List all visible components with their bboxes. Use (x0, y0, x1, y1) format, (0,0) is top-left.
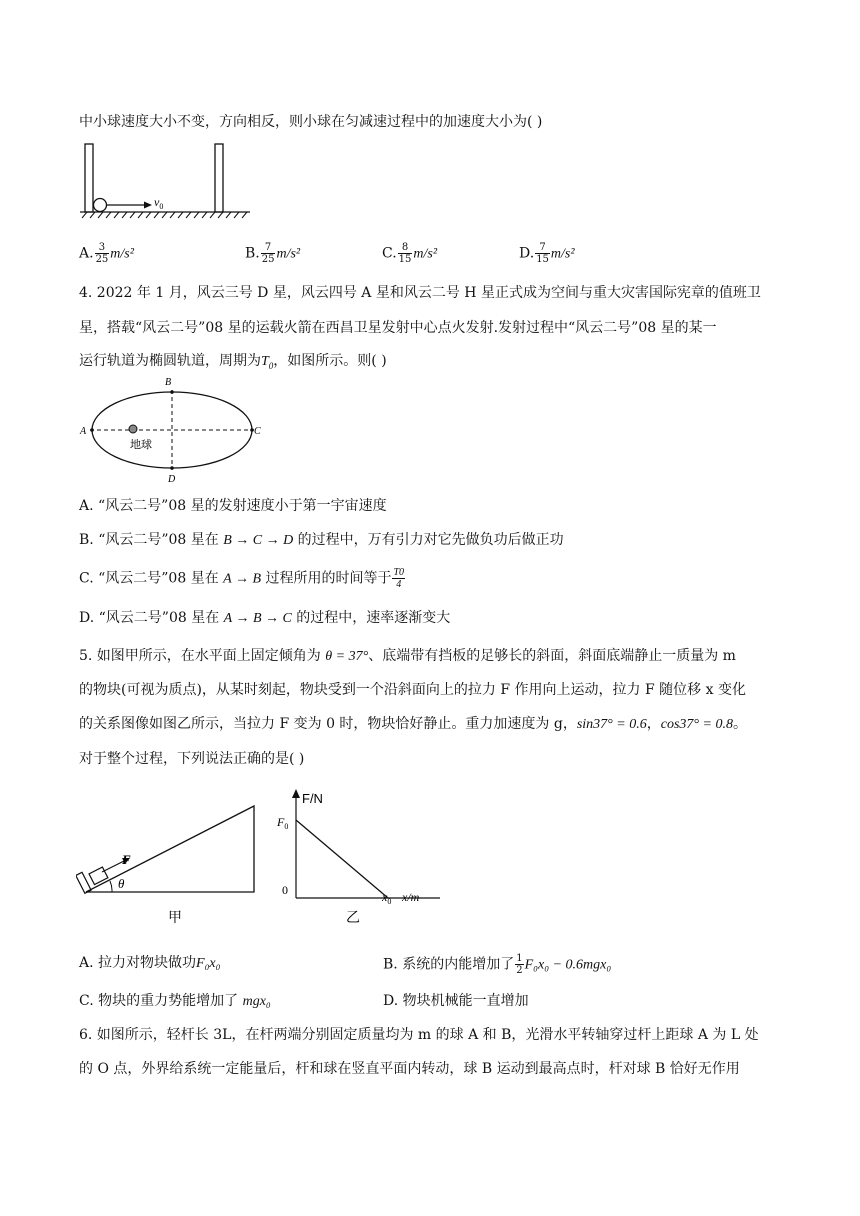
q4-option-c: C. “风云二号”08 星在 A → B 过程所用的时间等于 $\frac{T0}{4}$ (79, 567, 405, 590)
q3-option-a: A. $\frac{3}{25}$ m/s² (79, 242, 134, 265)
q5-stem-line-2: 的物块(可视为质点)，从某时刻起，物块受到一个沿斜面向上的拉力 F 作用向上运动，拉力 F 随位移 x 变化 (79, 682, 746, 698)
force-line (296, 820, 388, 898)
q5-stem-line-4: 对于整个过程，下列说法正确的是( ) (79, 751, 305, 767)
q3-option-d: D. $\frac{7}{15}$ m/s² (519, 242, 575, 265)
label-d: D (168, 474, 176, 484)
y-axis-arrow (292, 789, 300, 798)
q3-option-b: B. $\frac{7}{25}$ m/s² (245, 242, 301, 265)
x-axis-label: x/m (402, 890, 420, 904)
origin-label: 0 (282, 883, 288, 897)
point-b (170, 390, 174, 394)
q4-option-a: A. “风云二号”08 星的发射速度小于第一宇宙速度 (79, 498, 387, 514)
q5-option-c: C. 物块的重力势能增加了 mgx₀ (79, 993, 271, 1009)
velocity-arrowhead (144, 202, 152, 209)
left-wall (85, 144, 93, 212)
q5-option-b: B. 系统的内能增加了 $\frac{1}{2}$ F₀x₀ − 0.6mgx₀ (383, 953, 612, 976)
x0-label: $x_0$ (382, 890, 392, 906)
q4-stem-line-2: 星，搭载“风云二号”08 星的运载火箭在西昌卫星发射中心点火发射.发射过程中“风云二号”08 星的某一 (79, 320, 717, 336)
label-a: A (80, 426, 87, 437)
right-wall (215, 144, 223, 212)
label-earth: 地球 (130, 439, 152, 451)
q6-stem-line-2: 的 O 点，外界给系统一定能量后，杆和球在竖直平面内转动，球 B 运动到最高点时，杆对球 B 恰好无作用 (79, 1061, 740, 1077)
point-a (90, 428, 94, 432)
q5-figure-jia (76, 798, 266, 928)
y-axis-label: F/N (302, 791, 323, 806)
label-c: C (254, 426, 261, 437)
caption-yi: 乙 (346, 911, 360, 926)
q5-stem-line-1: 5. 如图甲所示，在水平面上固定倾角为 θ = 37°、底端带有挡板的足够长的斜面，斜面底端静止一质量为 m (79, 648, 736, 664)
q5-figure-yi (272, 786, 452, 928)
q4-option-d: D. “风云二号”08 星在 A → B → C 的过程中，速率逐渐变大 (79, 610, 451, 626)
label-b: B (165, 377, 172, 388)
ball (94, 199, 107, 212)
q4-stem-line-3: 运行轨道为椭圆轨道，周期为$T_0$，如图所示。则( ) (79, 353, 387, 371)
ground-hatch (82, 212, 247, 218)
force-label: F (122, 852, 131, 867)
q3-option-c: C. $\frac{8}{15}$ m/s² (382, 242, 438, 265)
q5-stem-line-3: 的关系图像如图乙所示，当拉力 F 变为 0 时，物块恰好静止。重力加速度为 g，sin37° = 0.6，cos37° = 0.8。 (79, 716, 747, 732)
q4-orbit-figure (78, 372, 268, 484)
v0-label: $v_0$ (154, 195, 164, 211)
incline (86, 806, 254, 892)
angle-arc (110, 881, 112, 892)
q5-option-a: A. 拉力对物块做功F₀x₀ (79, 955, 221, 971)
q3-figure (78, 140, 258, 220)
q3-stem-tail: 中小球速度大小不变，方向相反，则小球在匀减速过程中的加速度大小为( ) (79, 114, 543, 130)
earth-dot (129, 425, 137, 433)
f0-label: $F_0$ (277, 815, 289, 831)
caption-jia: 甲 (168, 911, 182, 926)
q6-stem-line-1: 6. 如图所示，轻杆长 3L，在杆两端分别固定质量均为 m 的球 A 和 B，光滑水平转轴穿过杆上距球 A 为 L 处 (79, 1027, 759, 1043)
theta-label: θ (118, 876, 125, 891)
q5-option-d: D. 物块机械能一直增加 (383, 993, 529, 1009)
point-d (170, 466, 174, 470)
q4-stem-line-1: 4. 2022 年 1 月，风云三号 D 星，风云四号 A 星和风云二号 H 星正式成为空间与重大灾害国际宪章的值班卫 (79, 285, 761, 301)
q4-option-b: B. “风云二号”08 星在 B → C → D 的过程中，万有引力对它先做负功后做正功 (79, 532, 564, 548)
